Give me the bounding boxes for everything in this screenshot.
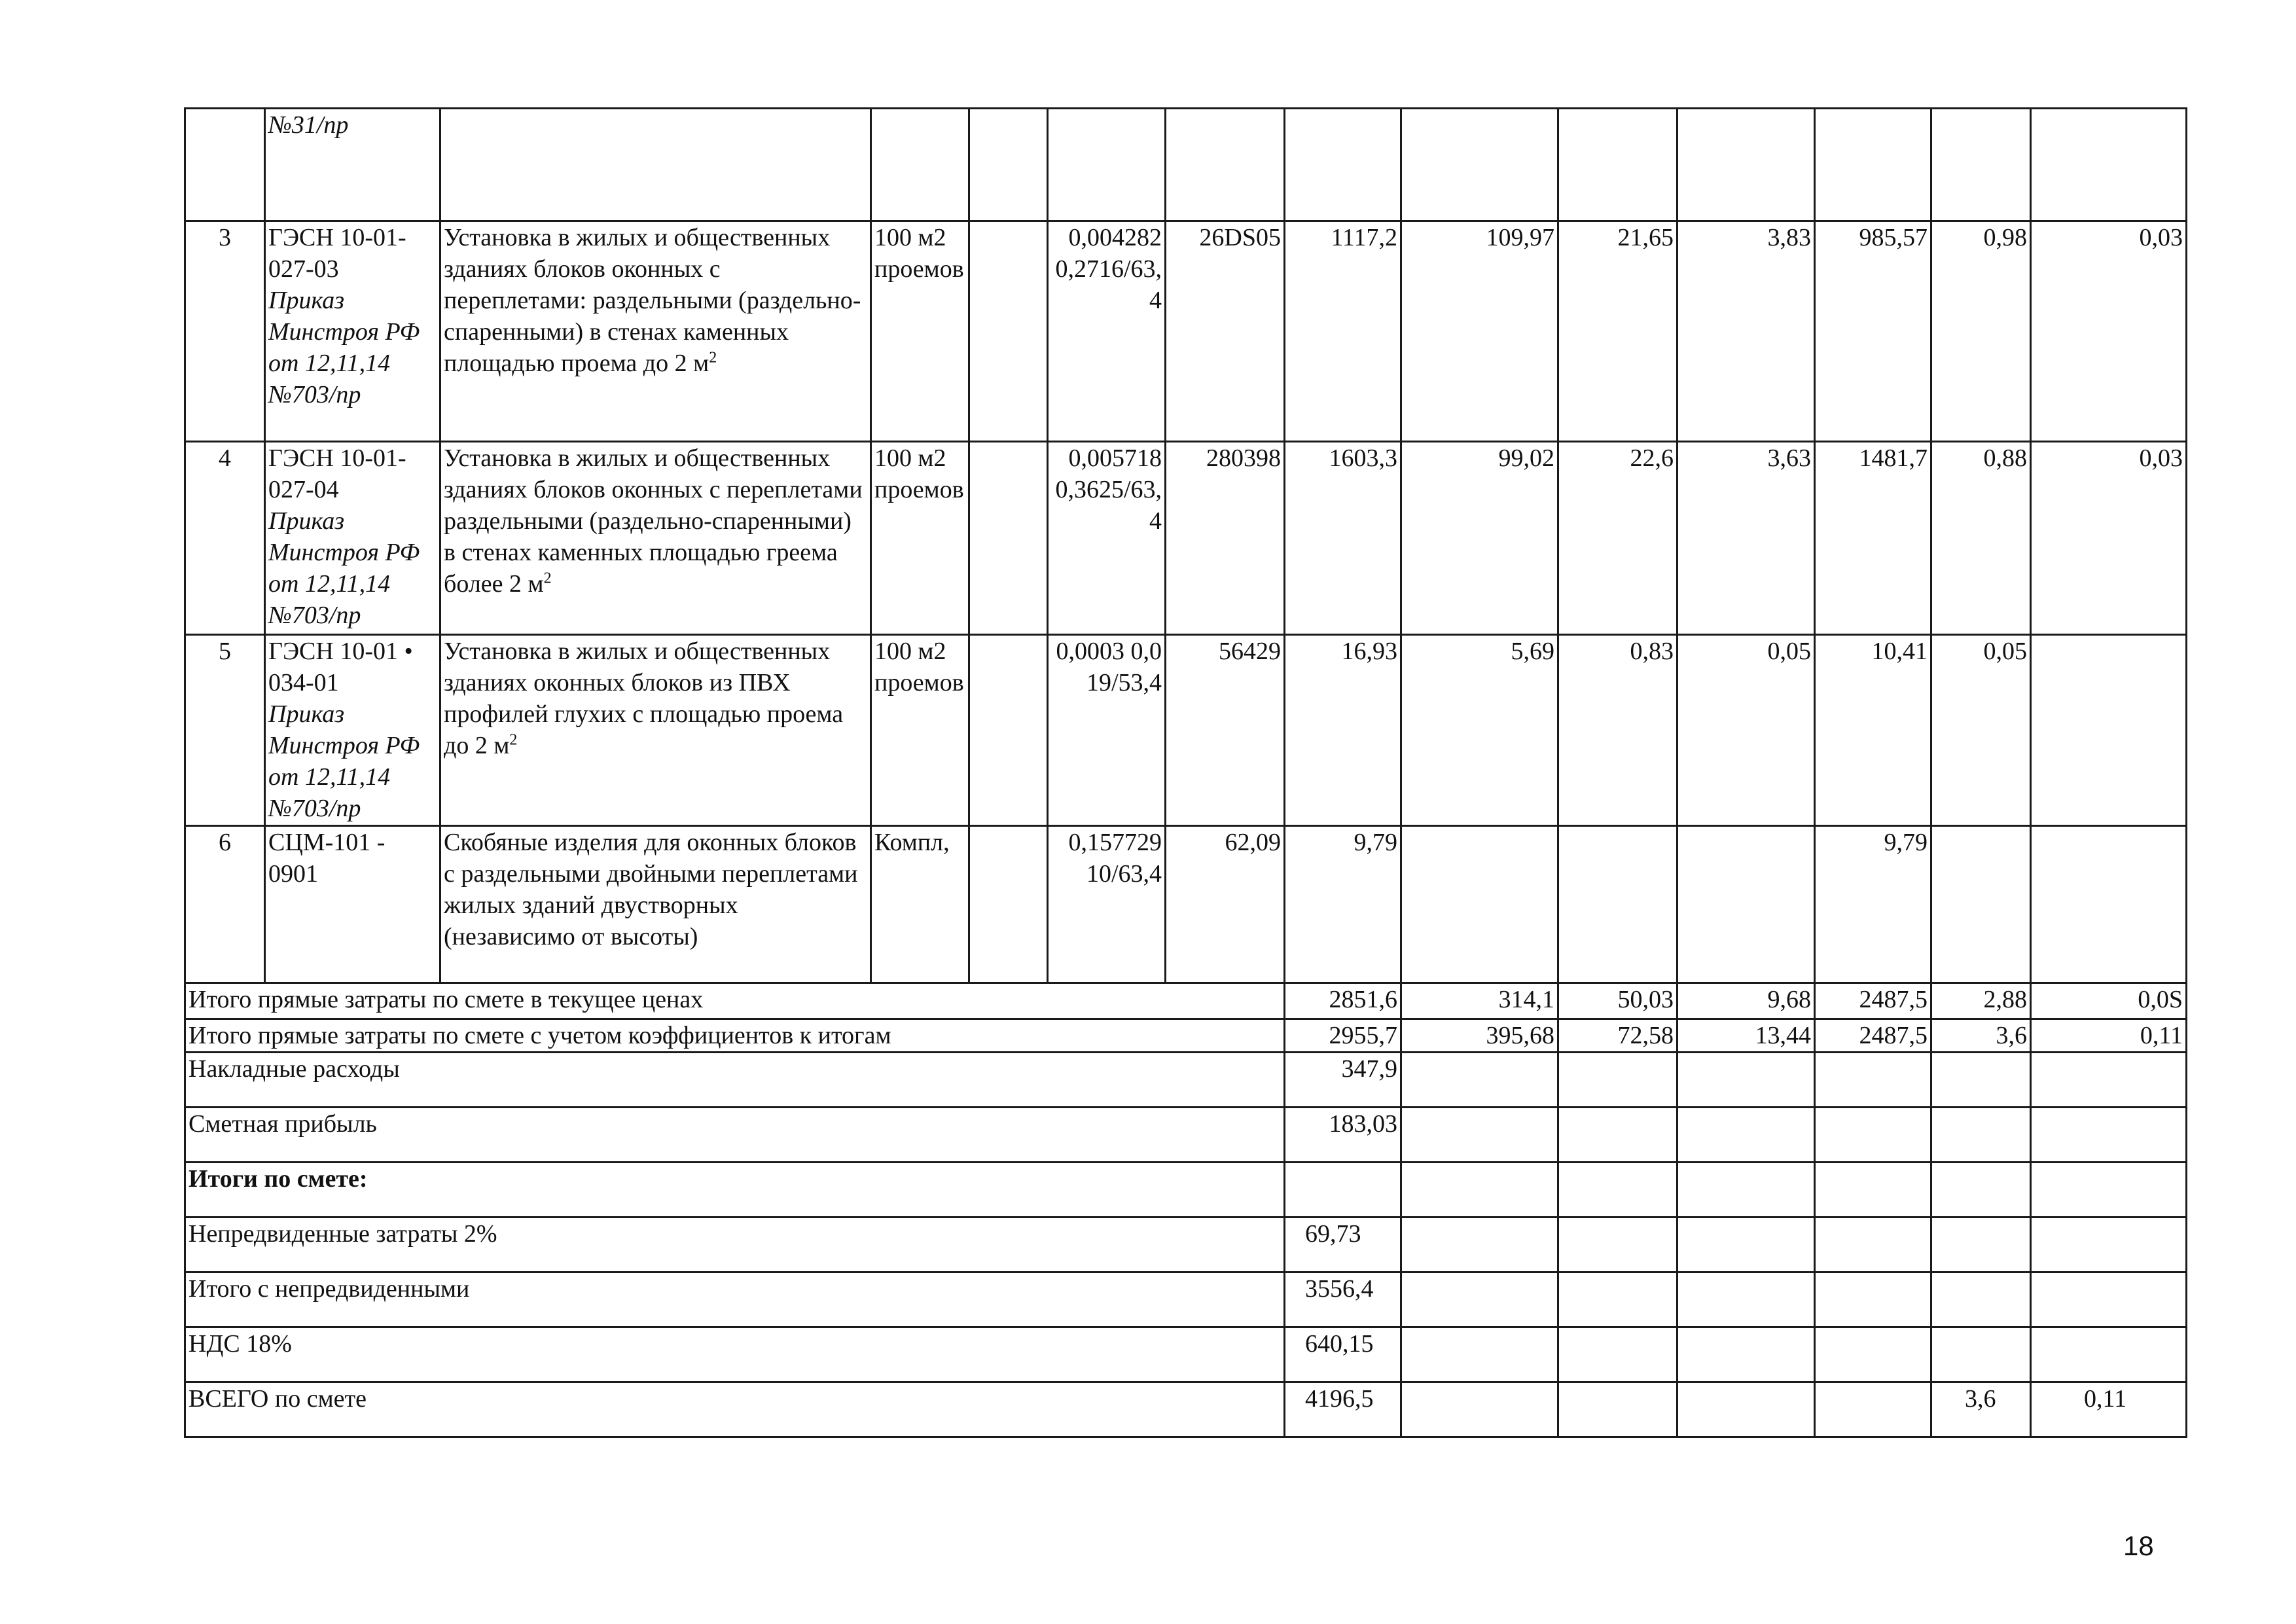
totals-row-profit	[185, 1108, 2187, 1163]
totals-col-9: 2487,5	[1815, 983, 1931, 1019]
table-row	[185, 635, 2187, 826]
totals-label: Накладные расходы	[185, 1053, 1285, 1108]
totals-row-contingency	[185, 1218, 2187, 1272]
row-code-cell: ГЭСН 10-01-027-03 Приказ Минстроя РФ от 12,11,14 №703/пр	[265, 221, 440, 442]
row-col-11	[2031, 635, 2187, 826]
row-col-10: 0,88	[1931, 442, 2031, 635]
row-empty	[969, 635, 1048, 826]
totals-col-10: 3,6	[1931, 1019, 2031, 1053]
row-unit-price: 26DS05	[1166, 221, 1285, 442]
totals-col-11: 0,0S	[2031, 983, 2187, 1019]
row-col-8: 0,05	[1677, 635, 1815, 826]
row-unit: Компл,	[871, 826, 969, 983]
cell-code: №31/пр	[265, 109, 440, 221]
row-number: 3	[185, 221, 265, 442]
totals-col-7: 50,03	[1558, 983, 1677, 1019]
summary-heading: Итоги по смете:	[185, 1163, 1285, 1218]
estimate-sheet	[184, 107, 2187, 1438]
row-unit-price: 280398	[1166, 442, 1285, 635]
row-total: 9,79	[1285, 826, 1401, 983]
row-unit: 100 м2 проемов	[871, 635, 969, 826]
row-unit: 100 м2 проемов	[871, 221, 969, 442]
row-code: СЦМ-101 - 0901	[265, 826, 440, 983]
row-col-6	[1401, 826, 1558, 983]
totals-row-direct-coef	[185, 1019, 2187, 1053]
estimate-table	[184, 107, 2187, 1438]
totals-row-summary-heading	[185, 1163, 2187, 1218]
cell-num	[185, 109, 265, 221]
totals-label: Непредвиденные затраты 2%	[185, 1218, 1285, 1272]
totals-total: 4196,5	[1285, 1382, 1401, 1437]
totals-col-11: 0,11	[2031, 1382, 2187, 1437]
row-code: ГЭСН 10-01-027-04	[268, 444, 406, 503]
row-col-9: 10,41	[1815, 635, 1931, 826]
row-qty: 0,005718 0,3625/63,4	[1048, 442, 1166, 635]
row-total: 1603,3	[1285, 442, 1401, 635]
row-name: Установка в жилых и общественных зданиях блоков оконных с переплетами: раздельными (раздельно-спаренными) в стенах каменных площадью проема до 2 $м^2$	[440, 221, 871, 442]
row-number: 4	[185, 442, 265, 635]
totals-row-vat	[185, 1327, 2187, 1382]
row-empty	[969, 826, 1048, 983]
totals-row-with-contingency	[185, 1272, 2187, 1327]
row-empty	[969, 221, 1048, 442]
row-col-7: 22,6	[1558, 442, 1677, 635]
totals-col-9: 2487,5	[1815, 1019, 1931, 1053]
row-qty: 0,004282 0,2716/63,4	[1048, 221, 1166, 442]
totals-label: Итого прямые затраты по смете с учетом коэффициентов к итогам	[185, 1019, 1285, 1053]
totals-label: ВСЕГО по смете	[185, 1382, 1285, 1437]
row-qty: 0,157729 10/63,4	[1048, 826, 1166, 983]
row-col-6: 109,97	[1401, 221, 1558, 442]
row-unit: 100 м2 проемов	[871, 442, 969, 635]
totals-col-6: 395,68	[1401, 1019, 1558, 1053]
totals-col-11: 0,11	[2031, 1019, 2187, 1053]
totals-total: 2851,6	[1285, 983, 1401, 1019]
row-unit-price: 56429	[1166, 635, 1285, 826]
row-col-9: 985,57	[1815, 221, 1931, 442]
totals-col-6: 314,1	[1401, 983, 1558, 1019]
row-name: Установка в жилых и общественных зданиях блоков оконных с переплетами раздельными (раздельно-спаренными) в стенах каменных площадью греема более 2 $м^2$	[440, 442, 871, 635]
row-col-9: 9,79	[1815, 826, 1931, 983]
row-col-11: 0,03	[2031, 442, 2187, 635]
totals-total: 2955,7	[1285, 1019, 1401, 1053]
row-col-8: 3,83	[1677, 221, 1815, 442]
row-unit-price: 62,09	[1166, 826, 1285, 983]
totals-label: Итого прямые затраты по смете в текущее ценах	[185, 983, 1285, 1019]
totals-col-10: 3,6	[1931, 1382, 2031, 1437]
row-col-9: 1481,7	[1815, 442, 1931, 635]
row-name: Скобяные изделия для оконных блоков с раздельными двойными переплетами жилых зданий двустворных (независимо от высоты)	[440, 826, 871, 983]
totals-label: Сметная прибыль	[185, 1108, 1285, 1163]
totals-total: 3556,4	[1285, 1272, 1401, 1327]
row-name: Установка в жилых и общественных зданиях оконных блоков из ПВХ профилей глухих с площадью проема до 2 $м^2$	[440, 635, 871, 826]
row-col-11: 0,03	[2031, 221, 2187, 442]
row-total: 16,93	[1285, 635, 1401, 826]
table-row	[185, 826, 2187, 983]
row-total: 1117,2	[1285, 221, 1401, 442]
row-col-8: 3,63	[1677, 442, 1815, 635]
row-col-7: 21,65	[1558, 221, 1677, 442]
table-row	[185, 442, 2187, 635]
totals-label: Итого с непредвиденными	[185, 1272, 1285, 1327]
totals-row-grand	[185, 1382, 2187, 1437]
totals-total: 347,9	[1285, 1053, 1401, 1108]
page-number: 18	[2123, 1530, 2154, 1561]
totals-row-direct-current	[185, 983, 2187, 1019]
row-col-10: 0,98	[1931, 221, 2031, 442]
row-qty: 0,0003 0,019/53,4	[1048, 635, 1166, 826]
row-col-6: 5,69	[1401, 635, 1558, 826]
row-col-8	[1677, 826, 1815, 983]
row-empty	[969, 442, 1048, 635]
row-code: ГЭСН 10-01 • 034-01	[268, 638, 413, 696]
row-col-6: 99,02	[1401, 442, 1558, 635]
totals-total: 183,03	[1285, 1108, 1401, 1163]
totals-col-8: 13,44	[1677, 1019, 1815, 1053]
totals-total: 640,15	[1285, 1327, 1401, 1382]
row-code-cell: ГЭСН 10-01 • 034-01 Приказ Минстроя РФ от 12,11,14 №703/пр	[265, 635, 440, 826]
row-col-10	[1931, 826, 2031, 983]
row-col-10: 0,05	[1931, 635, 2031, 826]
row-col-11	[2031, 826, 2187, 983]
totals-col-8: 9,68	[1677, 983, 1815, 1019]
table-row-fragment	[185, 109, 2187, 221]
totals-total: 69,73	[1285, 1218, 1401, 1272]
row-number: 6	[185, 826, 265, 983]
totals-col-10: 2,88	[1931, 983, 2031, 1019]
totals-col-7: 72,58	[1558, 1019, 1677, 1053]
row-code-cell: ГЭСН 10-01-027-04 Приказ Минстроя РФ от 12,11,14 №703/пр	[265, 442, 440, 635]
row-number: 5	[185, 635, 265, 826]
table-row	[185, 221, 2187, 442]
totals-row-overhead	[185, 1053, 2187, 1108]
row-col-7: 0,83	[1558, 635, 1677, 826]
row-code: ГЭСН 10-01-027-03	[268, 224, 406, 283]
row-col-7	[1558, 826, 1677, 983]
totals-label: НДС 18%	[185, 1327, 1285, 1382]
